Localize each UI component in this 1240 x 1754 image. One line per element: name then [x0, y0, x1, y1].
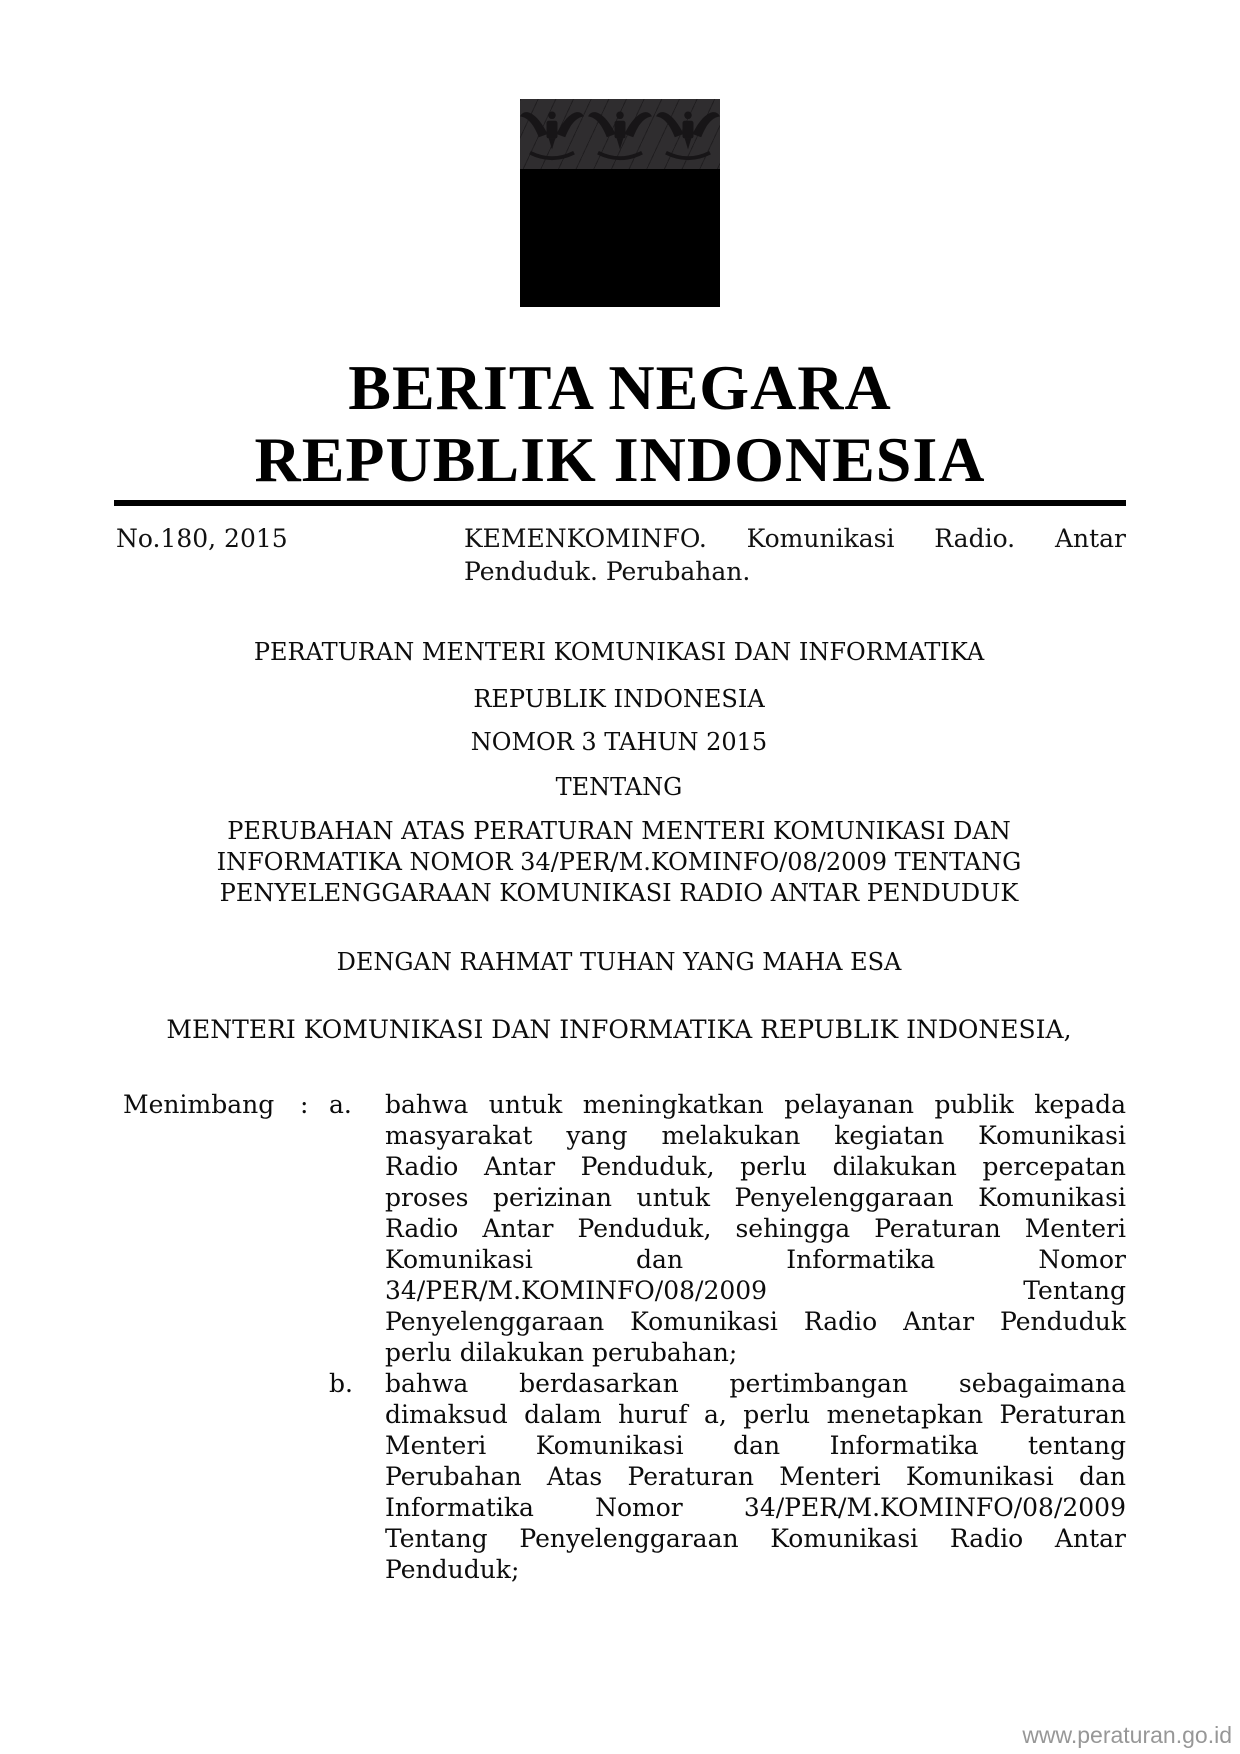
body-line: bahwa berdasarkan pertimbangan sebagaimana — [385, 1369, 1126, 1398]
invocation-line: DENGAN RAHMAT TUHAN YANG MAHA ESA — [336, 948, 902, 976]
authority-line: MENTERI KOMUNIKASI DAN INFORMATIKA REPUBLIK INDONESIA, — [166, 1015, 1072, 1044]
body-line: Penduduk; — [385, 1555, 520, 1584]
regulation-subject-line: PERUBAHAN ATAS PERATURAN MENTERI KOMUNIKASI DAN — [227, 817, 1011, 845]
masthead-title-line1: BERITA NEGARA — [348, 352, 892, 423]
subject-note-line: KEMENKOMINFO. Komunikasi Radio. Antar — [464, 524, 1126, 553]
body-line: proses perizinan untuk Penyelenggaraan Komunikasi — [385, 1183, 1126, 1212]
footer-watermark-url: www.peraturan.go.id — [1022, 1722, 1232, 1748]
body-line: bahwa untuk meningkatkan pelayanan publik kepada — [385, 1090, 1126, 1119]
body-line: 34/PER/M.KOMINFO/08/2009 Tentang — [385, 1276, 1126, 1305]
issue-number: No.180, 2015 — [116, 524, 288, 553]
item-marker-a: a. — [329, 1090, 352, 1119]
regulation-number: NOMOR 3 TAHUN 2015 — [470, 728, 768, 756]
masthead-title-line2: REPUBLIK INDONESIA — [254, 424, 986, 495]
body-line: Komunikasi dan Informatika Nomor — [385, 1245, 1126, 1274]
garuda-icon — [587, 101, 653, 167]
body-line: Penyelenggaraan Komunikasi Radio Antar Penduduk — [385, 1307, 1126, 1336]
subject-note — [464, 522, 1126, 588]
regulation-about-label: TENTANG — [555, 773, 683, 801]
garuda-watermark-band — [520, 99, 720, 169]
body-line: Menteri Komunikasi dan Informatika tentang — [385, 1431, 1126, 1460]
garuda-icon — [520, 101, 585, 167]
regulation-title-line1: PERATURAN MENTERI KOMUNIKASI DAN INFORMATIKA — [253, 638, 985, 666]
body-line: perlu dilakukan perubahan; — [385, 1338, 738, 1367]
regulation-subject-line: INFORMATIKA NOMOR 34/PER/M.KOMINFO/08/2009 TENTANG — [216, 848, 1022, 876]
regulation-title-line2: REPUBLIK INDONESIA — [473, 685, 765, 713]
body-line: Radio Antar Penduduk, perlu dilakukan percepatan — [385, 1152, 1126, 1181]
subject-note-line: Penduduk. Perubahan. — [464, 557, 751, 586]
considering-section — [123, 1089, 1126, 1585]
garuda-icon — [655, 101, 720, 167]
masthead-title — [0, 352, 1240, 496]
body-line: masyarakat yang melakukan kegiatan Komunikasi — [385, 1121, 1126, 1150]
considering-item-b — [385, 1368, 1126, 1585]
body-line: Perubahan Atas Peraturan Menteri Komunikasi dan — [385, 1462, 1126, 1491]
considering-colon: : — [300, 1090, 309, 1119]
body-line: Tentang Penyelenggaraan Komunikasi Radio Antar — [385, 1524, 1126, 1553]
garuda-emblem-image — [520, 99, 720, 307]
item-marker-b: b. — [329, 1369, 353, 1398]
body-line: dimaksud dalam huruf a, perlu menetapkan Peraturan — [385, 1400, 1126, 1429]
regulation-subject — [112, 816, 1126, 909]
body-line: Informatika Nomor 34/PER/M.KOMINFO/08/2009 — [385, 1493, 1126, 1522]
considering-item-a — [385, 1089, 1126, 1368]
regulation-subject-line: PENYELENGGARAAN KOMUNIKASI RADIO ANTAR PENDUDUK — [219, 879, 1019, 907]
considering-label: Menimbang — [123, 1090, 275, 1119]
masthead-rule — [114, 500, 1126, 506]
body-line: Radio Antar Penduduk, sehingga Peraturan Menteri — [385, 1214, 1126, 1243]
